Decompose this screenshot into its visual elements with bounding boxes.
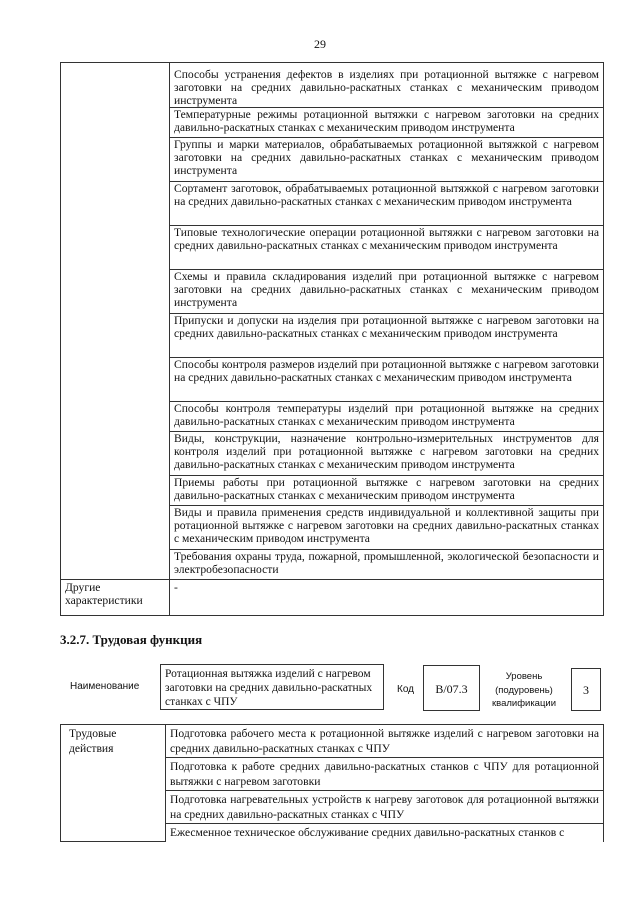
knowledge-table (60, 62, 604, 616)
table-cell: Сортамент заготовок, обрабатываемых ротационной вытяжкой с нагревом заготовки на средних давильно-раскатных станках с механическим приводом инструмента (170, 182, 604, 226)
table-cell: Способы контроля температуры изделий при ротационной вытяжке на средних давильно-раскатных станках с механическим приводом инструмента (170, 402, 604, 432)
table-cell: Способы устранения дефектов в изделиях при ротационной вытяжке с нагревом заготовки на средних давильно-раскатных станках с механическим приводом инструмента (170, 63, 604, 108)
code-label: Код (397, 684, 415, 695)
function-code-box: B/07.3 (423, 665, 480, 711)
table-cell: Температурные режимы ротационной вытяжки с нагревом заготовки на средних давильно-раскатных станках с механическим приводом инструмента (170, 108, 604, 138)
table-cell: Способы контроля размеров изделий при ротационной вытяжке с нагревом заготовки на средних давильно-раскатных станках с механическим приводом инструмента (170, 358, 604, 402)
page-number: 29 (314, 37, 326, 51)
function-name-box: Ротационная вытяжка изделий с нагревом заготовки на средних давильно-раскатных станках с ЧПУ (160, 664, 384, 710)
table-cell: Подготовка рабочего места к ротационной вытяжке изделий с нагревом заготовки на средних давильно-раскатных станках с ЧПУ (166, 725, 604, 758)
name-label: Наименование (70, 681, 140, 692)
other-characteristics-value: - (170, 580, 604, 616)
table-cell: Подготовка к работе средних давильно-раскатных станков с ЧПУ для ротационной вытяжки с нагревом заготовки (166, 758, 604, 791)
table-cell: Группы и марки материалов, обрабатываемых ротационной вытяжкой с нагревом заготовки на средних давильно-раскатных станках с механическим приводом инструмента (170, 138, 604, 182)
table-row (61, 725, 604, 758)
table-cell: Припуски и допуски на изделия при ротационной вытяжке с нагревом заготовки на средних давильно-раскатных станках с механическим приводом инструмента (170, 314, 604, 358)
labor-actions-table (60, 724, 604, 842)
table-cell: Виды и правила применения средств индивидуальной и коллективной защиты при ротационной вытяжке с нагревом заготовки на средних давильно-раскатных станках с механическим приводом инструмента (170, 506, 604, 550)
table-row (61, 63, 604, 108)
row-label-cell (61, 63, 170, 580)
qualification-level-box: 3 (571, 668, 601, 711)
table-cell: Типовые технологические операции ротационной вытяжки с нагревом заготовки на средних давильно-раскатных станках с механическим приводом инструмента (170, 226, 604, 270)
table-cell: Ежесменное техническое обслуживание средних давильно-раскатных станков с (166, 824, 604, 842)
table-cell: Виды, конструкции, назначение контрольно-измерительных инструментов для контроля изделий при ротационной вытяжке с нагревом заготовки на средних давильно-раскатных станках с механическим приводом инструмента (170, 432, 604, 476)
section-heading: 3.2.7. Трудовая функция (60, 632, 203, 647)
table-cell: Приемы работы при ротационной вытяжке с нагревом заготовки на средних давильно-раскатных станках с механическим приводом инструмента (170, 476, 604, 506)
table-row (61, 580, 604, 616)
table-cell: Требования охраны труда, пожарной, промышленной, экологической безопасности и электробезопасности (170, 550, 604, 580)
labor-actions-label: Трудовые действия (61, 725, 166, 842)
qualification-level-label: Уровень (подуровень) квалификации (491, 671, 557, 709)
table-cell: Схемы и правила складирования изделий при ротационной вытяжке с нагревом заготовки на средних давильно-раскатных станках с механическим приводом инструмента (170, 270, 604, 314)
other-characteristics-label: Другие характеристики (61, 580, 170, 616)
table-cell: Подготовка нагревательных устройств к нагреву заготовок для ротационной вытяжки на средних давильно-раскатных станках с ЧПУ (166, 791, 604, 824)
